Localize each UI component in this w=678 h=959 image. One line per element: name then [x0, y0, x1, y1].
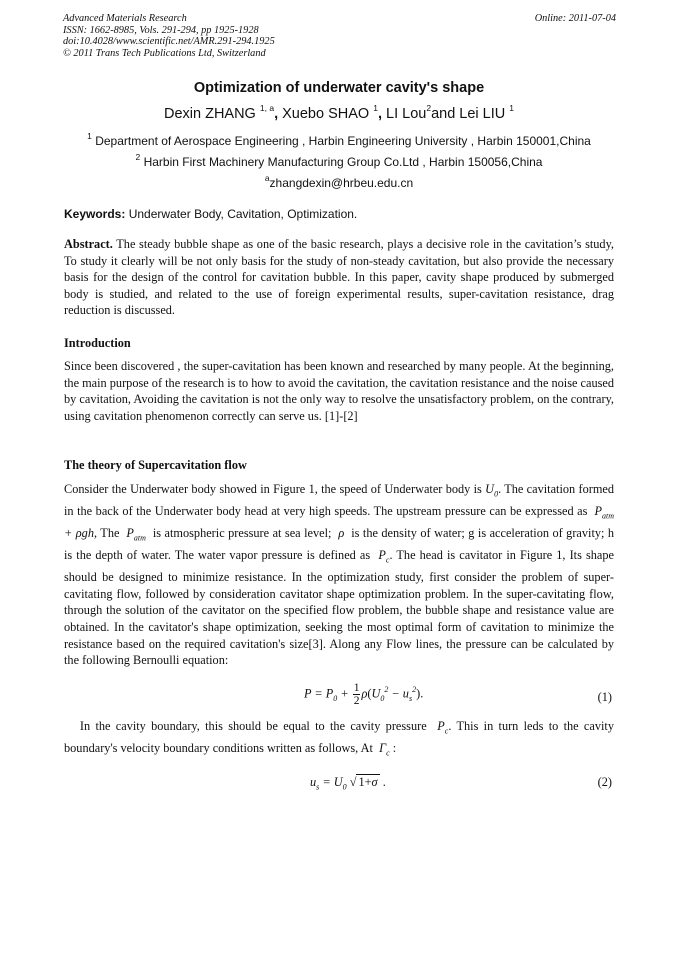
symbol-pc: $P_c$ [431, 719, 449, 736]
section-heading-theory: The theory of Supercavitation flow [64, 458, 247, 472]
symbol-rho: ρ [334, 526, 348, 541]
author-affiliation-mark: 1 [373, 103, 378, 113]
symbol-pc: $P_c$ [374, 548, 390, 565]
affiliation-mark: 2 [135, 152, 141, 162]
author-name: Dexin ZHANG [163, 105, 256, 122]
symbol-u0: $U_0$ [485, 482, 499, 499]
text-run: : [392, 741, 397, 756]
author-email [0, 174, 678, 190]
equation-1 [64, 682, 614, 712]
author-affiliation-mark: 1, a [259, 103, 275, 113]
equation-number: (1) [597, 690, 612, 704]
text-run: , The [93, 526, 120, 541]
paper-title: Optimization of underwater cavity's shape [193, 80, 485, 96]
symbol-upstream-pressure: $P_{atm} + \rho gh$ [64, 504, 614, 541]
theory-paragraph-1 [64, 481, 614, 669]
abstract [64, 236, 614, 319]
keywords-text: Underwater Body, Cavitation, Optimization. [128, 207, 358, 221]
author-affiliation-mark: 1 [509, 103, 515, 113]
abstract-label: Abstract. [64, 237, 113, 251]
section-heading-introduction: Introduction [64, 336, 131, 350]
symbol-patm: $P_{atm}$ [122, 526, 146, 543]
abstract-text: The steady bubble shape as one of the basic research, plays a decisive role in the cavitation’s study, To study it clearly will be not only basis for the study of non-steady cavitation, but also provide the necessary basis for the design of the control for cavitation bubble. In this paper, cavity shape produced by submerged body is studied, and related to the use of foreign experimental results, super-cavitation resistance, drag reduction is discussed. [64, 237, 614, 318]
doi-line: doi:10.4028/www.scientific.net/AMR.291-294.1925 [63, 36, 275, 48]
email-mark: a [264, 173, 270, 183]
text-run: is atmospheric pressure at sea level; [152, 526, 332, 541]
introduction-text: Since been discovered , the super-cavitation has been known and researched by many people. At the beginning, the main purpose of the research is to how to avoid the cavitation, the cavitation resistance and the noise caused by cavitation, Avoiding the cavitation is not the only way to resolve the unsatisfactory problem, on the contrary, using cavitation phenomenon correctly can serve us. [1]-[2] [64, 359, 614, 423]
copyright-line: © 2011 Trans Tech Publications Ltd, Switzerland [63, 47, 266, 59]
author-list: Dexin ZHANG $^{1, a}$, Xuebo SHAO $^1$, LI Lou$^2$and Lei LIU $^1$ [163, 103, 515, 122]
author-name: and Lei LIU [431, 105, 506, 122]
issn-line: ISSN: 1662-8985, Vols. 291-294, pp 1925-1928 [63, 24, 259, 36]
keywords-label: Keywords: [64, 207, 126, 221]
symbol-gamma-c: $\Gamma_c$ [376, 741, 390, 758]
theory-paragraph-2 [64, 718, 614, 762]
author-name: Xuebo SHAO [282, 105, 370, 122]
text-run: . This in turn leds to the cavity boundary's velocity boundary conditions written as follows, At [64, 719, 614, 756]
journal-header [63, 13, 616, 59]
email-text: zhangdexin@hrbeu.edu.cn [269, 176, 414, 190]
affiliation-1 [0, 132, 678, 148]
author-name: LI Lou [386, 105, 427, 122]
bernoulli-equation: $P = P_0$ + $\frac{1}{2}$ $\rho(U_0^2 - u_s^2)$. [304, 682, 424, 707]
text-run: is the density of water; g is acceleration of gravity; h is the depth of water. The water vapor pressure is defined as [64, 526, 615, 563]
affiliation-text: Department of Aerospace Engineering , Harbin Engineering University , Harbin 150001,China [95, 134, 591, 148]
keywords [64, 207, 616, 221]
journal-name: Advanced Materials Research [63, 13, 187, 24]
text-run: . The cavitation formed in the back of the Underwater body head at very high speeds. The upstream pressure can be expressed as [64, 482, 614, 519]
affiliation-2 [0, 153, 678, 169]
affiliation-mark: 1 [87, 131, 92, 141]
affiliation-text: Harbin First Machinery Manufacturing Group Co.Ltd , Harbin 150056,China [143, 155, 543, 169]
online-date: Online: 2011-07-04 [534, 13, 616, 24]
equation-2 [64, 771, 614, 801]
text-run: In the cavity boundary, this should be equal to the cavity pressure [79, 719, 427, 733]
text-run: Consider the Underwater body showed in Figure 1, the speed of Underwater body is [64, 482, 482, 496]
text-run: . The head is cavitator in Figure 1, Its shape should be designed to minimize resistance. In the optimization study, first consider the problem of super-cavitating flow, followed by consideration cavitator shape optimization problem. In the super-cavitating flow, through the solution of the cavitator on the specified flow problem, the bubble shape and resistance value are obtained. In the cavitator's shape optimization, seeking the most optimal form of cavitation to minimize the resistance based on the required cavitation's size[3]. Along any Flow lines, the pressure can be calculated by the following Bernoulli equation: [64, 548, 614, 668]
velocity-boundary-equation: $u_s = U_0$ √ 1+σ . [310, 775, 386, 792]
author-affiliation-mark: 2 [426, 103, 432, 113]
equation-number: (2) [597, 775, 612, 789]
